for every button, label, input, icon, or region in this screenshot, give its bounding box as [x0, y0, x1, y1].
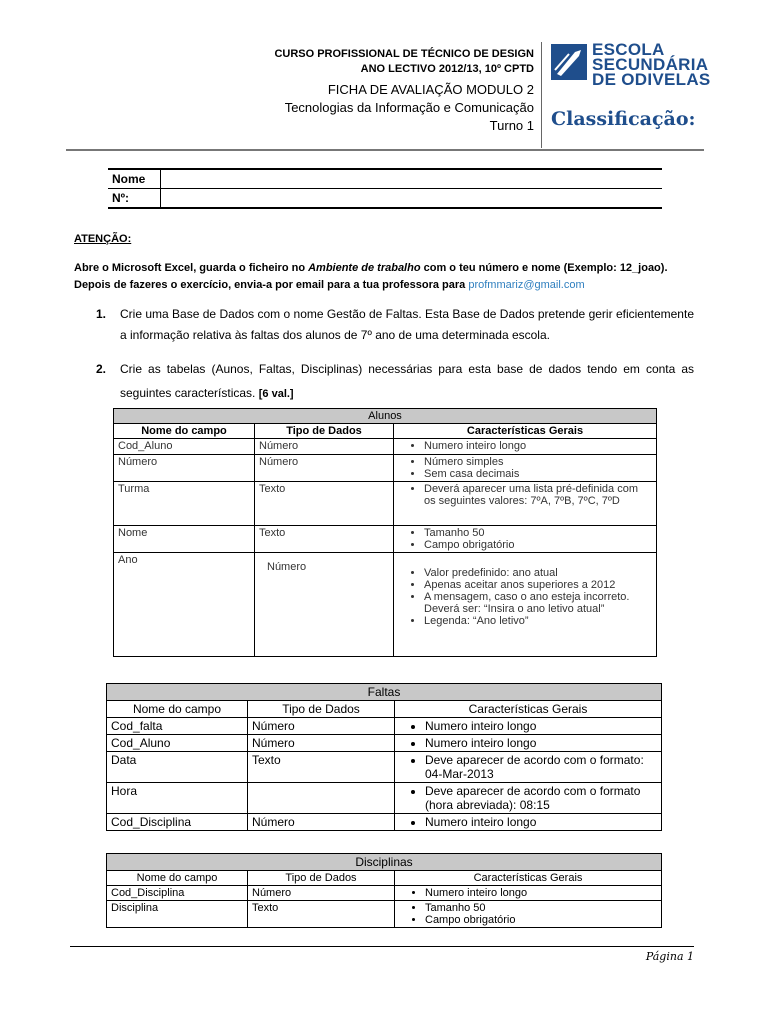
- name-row: [108, 170, 662, 189]
- footer-rule: [70, 946, 694, 947]
- disciplinas-table: Disciplinas Nome do campo Tipo de Dados Características Gerais Cod_Disciplina Número • Numero inteiro longo Disciplina Texto • Tamanho 50 • Campo obrigatório: [106, 853, 662, 928]
- number-label: Nº:: [108, 189, 161, 207]
- course-title: CURSO PROFISSIONAL DE TÉCNICO DE DESIGN: [274, 48, 534, 60]
- table-row: Cod_Disciplina Número • Numero inteiro longo: [107, 814, 662, 831]
- header-rule: [66, 149, 704, 151]
- table-row: Nome Texto • Tamanho 50 • Campo obrigatório: [114, 526, 657, 553]
- school-year: ANO LECTIVO 2012/13, 10º CPTD: [360, 63, 534, 75]
- table-row: Data Texto • Deve aparecer de acordo com o formato: 04-Mar-2013: [107, 752, 662, 783]
- student-info-box: [108, 168, 662, 209]
- table-row: Número Número • Número simples • Sem casa decimais: [114, 455, 657, 482]
- table-row: Ano Número • Valor predefinido: ano atual • Apenas aceitar anos superiores a 2012 • A mensagem, caso o ano esteja incorreto. Deverá ser: “Insira o ano letivo atual” • Legenda: “Ano letivo”: [114, 553, 657, 657]
- email-link[interactable]: profmmariz@gmail.com: [468, 279, 585, 291]
- turno-label: Turno 1: [489, 118, 534, 133]
- atencao-heading: ATENÇÃO:: [74, 233, 132, 245]
- table-row: Cod_Aluno Número • Numero inteiro longo: [114, 439, 657, 455]
- number-field[interactable]: [161, 189, 662, 207]
- alunos-title: Alunos: [114, 409, 657, 424]
- table-row: Cod_Disciplina Número • Numero inteiro longo: [107, 886, 662, 901]
- name-field[interactable]: [161, 170, 662, 188]
- col-campo: Nome do campo: [114, 424, 255, 439]
- faltas-table: Faltas Nome do campo Tipo de Dados Características Gerais Cod_falta Número • Numero inteiro longo Cod_Aluno Número • Numero inteiro longo Data Texto • Deve aparecer de acordo com o formato: 04-Mar-2013 Hora • Deve aparecer de acordo com o formato (hora abreviada): 08:15 Cod_Disciplina Número • Numero inteiro longo: [106, 683, 662, 831]
- table-row: Turma Texto • Deverá aparecer uma lista pré-definida com os seguintes valores: 7ºA, 7ºB, 7ºC, 7ºD: [114, 482, 657, 526]
- disciplinas-title: Disciplinas: [107, 854, 662, 871]
- school-name: ESCOLA SECUNDÁRIA DE ODIVELAS: [592, 40, 711, 89]
- header-divider: [541, 42, 542, 148]
- page-number: Página 1: [645, 950, 694, 963]
- instruction-line-2: Depois de fazeres o exercício, envia-a por email para a tua professora para profmmariz@gmail.com: [74, 279, 585, 291]
- table-row: Hora • Deve aparecer de acordo com o formato (hora abreviada): 08:15: [107, 783, 662, 814]
- question-2: 2. Crie as tabelas (Aunos, Faltas, Disciplinas) necessárias para esta base de dados tendo em conta as seguintes características. [6 val.]: [96, 362, 694, 400]
- classificacao-label: Classificação:: [551, 108, 696, 130]
- table-row: Disciplina Texto • Tamanho 50 • Campo obrigatório: [107, 901, 662, 928]
- subject-title: Tecnologias da Informação e Comunicação: [284, 100, 534, 115]
- table-row: Cod_falta Número • Numero inteiro longo: [107, 718, 662, 735]
- col-tipo: Tipo de Dados: [255, 424, 394, 439]
- alunos-table: [113, 408, 657, 657]
- name-label: Nome: [108, 170, 161, 188]
- faltas-title: Faltas: [107, 684, 662, 701]
- school-logo-icon: [551, 44, 587, 80]
- ficha-title: FICHA DE AVALIAÇÃO MODULO 2: [327, 82, 534, 97]
- table-row: Cod_Aluno Número • Numero inteiro longo: [107, 735, 662, 752]
- instruction-line-1: Abre o Microsoft Excel, guarda o ficheiro no Ambiente de trabalho com o teu número e nome (Exemplo: 12_joao).: [74, 262, 668, 274]
- col-caract: Características Gerais: [394, 424, 657, 439]
- question-1: 1. Crie uma Base de Dados com o nome Gestão de Faltas. Esta Base de Dados pretende gerir eficientemente a informação relativa às faltas dos alunos de 7º ano de uma determinada escola.: [96, 307, 694, 342]
- number-row: [108, 189, 662, 207]
